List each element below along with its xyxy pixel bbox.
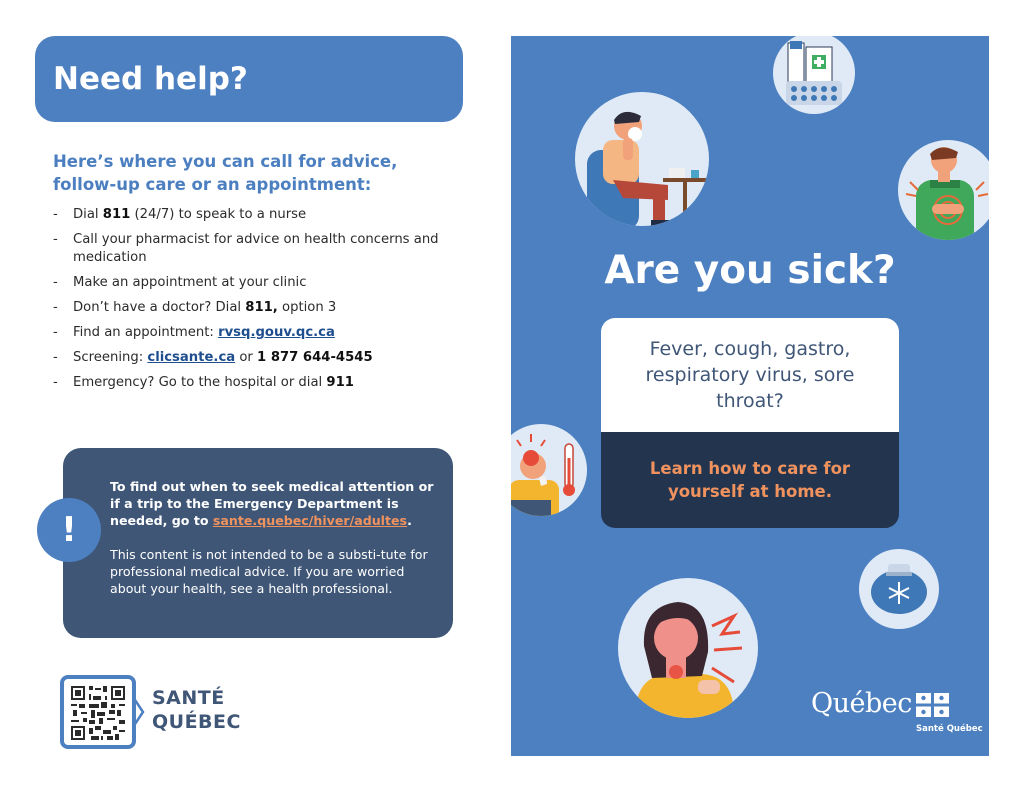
chevron-right-icon [132, 697, 146, 727]
ice-pack-icon [858, 548, 940, 630]
list-item: - Don’t have a doctor? Dial 811, option 3 [53, 299, 453, 317]
fever-icon [511, 422, 587, 518]
list-item: - Find an appointment: rvsq.gouv.qc.ca [53, 324, 453, 342]
quebec-government-logo: Québec Santé Québec [811, 688, 983, 734]
sore-throat-icon [616, 576, 761, 721]
quebec-flag-icon [916, 693, 949, 717]
right-panel [511, 36, 989, 756]
rvsq-link[interactable]: rvsq.gouv.qc.ca [218, 325, 335, 340]
stomach-ache-icon [896, 138, 989, 242]
alert-icon: ! [37, 498, 101, 562]
help-list [53, 206, 453, 392]
symptoms-card [601, 318, 899, 528]
info-attention-text: To find out when to seek medical attention or if a trip to the Emergency Department is needed, go to sante.quebec/hiver/adultes. [110, 479, 434, 528]
person-sneezing-icon [573, 90, 711, 228]
need-help-header [35, 36, 463, 122]
sante-quebec-logo: SANTÉ QUÉBEC [152, 687, 241, 733]
self-care-text: Learn how to care for yourself at home. [601, 432, 899, 528]
clicsante-link[interactable]: clicsante.ca [147, 350, 236, 365]
list-item: - Screening: clicsante.ca or 1 877 644-4545 [53, 349, 453, 367]
are-you-sick-title: Are you sick? [604, 248, 896, 293]
list-item: - Emergency? Go to the hospital or dial 911 [53, 374, 453, 392]
qr-code-icon[interactable] [60, 675, 136, 749]
list-item: - Dial 811 (24/7) to speak to a nurse [53, 206, 453, 224]
sante-quebec-link[interactable]: sante.quebec/hiver/adultes [212, 513, 408, 528]
need-help-title: Need help? [53, 61, 248, 97]
medication-icon [772, 36, 856, 115]
list-item: - Call your pharmacist for advice on health concerns and medication [53, 231, 453, 267]
symptoms-text: Fever, cough, gastro, respiratory virus, sore throat? [601, 318, 899, 432]
disclaimer-text: This content is not intended to be a substi-tute for professional medical advice. If you are worried about your health, see a health professional. [110, 547, 428, 596]
advice-subheading: Here’s where you can call for advice, follow-up care or an appointment: [53, 152, 398, 194]
info-box [63, 448, 453, 638]
list-item: - Make an appointment at your clinic [53, 274, 453, 292]
